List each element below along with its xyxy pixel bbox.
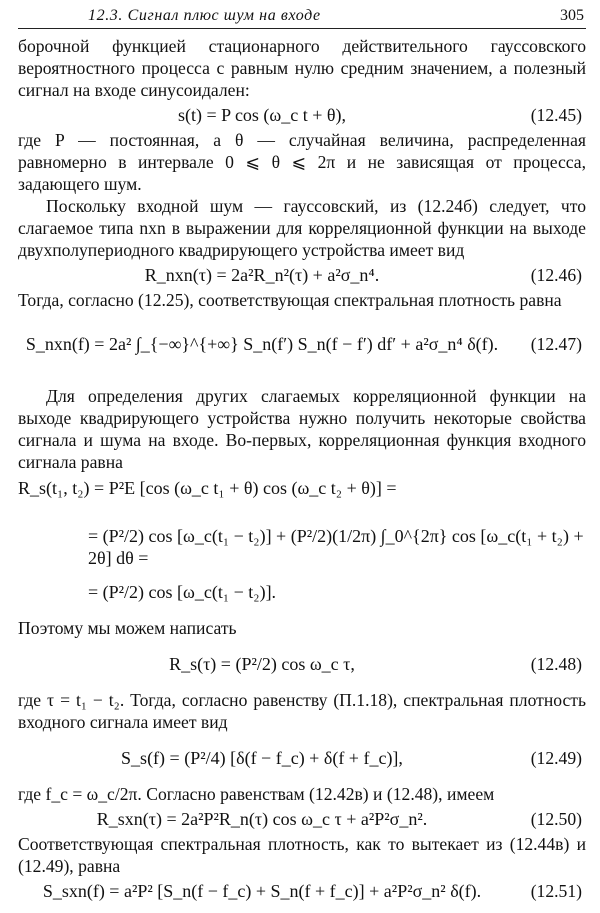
equation-line: = (P²/2) cos [ω_c(t₁ − t₂)] + (P²/2)(1/2π) ∫_0^{2π} cos [ω_c(t₁ + t₂) + 2θ] dθ = — [88, 526, 584, 568]
equation-12-47 — [18, 311, 586, 377]
paragraph-1: борочной функцией стационарного действительного гауссовского вероятностного процесса с равным нулю средним значением, а полезный сигнал на входе синусоидален: — [18, 36, 586, 100]
equation-line: R_s(t₁, t₂) = P²E [cos (ω_c t₁ + θ) cos (ω_c t₂ + θ)] = — [18, 478, 397, 498]
equation-body: S_sxn(f) = a²P² [S_n(f − f_c) + S_n(f + f_c)] + a²P²σ_n² δ(f). — [42, 881, 482, 901]
equation-number: (12.50) — [530, 809, 582, 829]
equation-body: R_sxn(τ) = 2a²P²R_n(τ) cos ω_c τ + a²P²σ_n². — [96, 809, 428, 829]
rs-equation-line-1 — [18, 473, 586, 503]
paragraph-5: Для определения других слагаемых корреляционной функции на выходе квадрирующего устройства нужно получить некоторые свойства сигнала и шума на входе. Во-первых, корреляционная функция входного сигнала равна — [18, 386, 586, 472]
paragraph-4: Тогда, согласно (12.25), соответствующая спектральная плотность равна — [18, 290, 562, 310]
equation-number: (12.51) — [530, 881, 582, 901]
equation-12-50 — [18, 805, 586, 833]
book-page — [18, 2, 586, 905]
paragraph-8: где f_c = ω_c/2π. Согласно равенствам (12.42в) и (12.48), имеем — [18, 784, 495, 804]
paragraph-6: Поэтому мы можем написать — [18, 618, 237, 638]
page-number: 305 — [560, 7, 584, 24]
equation-12-49 — [18, 733, 586, 783]
section-title: 12.3. Сигнал плюс шум на входе — [88, 7, 321, 24]
rs-equation-line-2 — [18, 503, 586, 569]
equation-number: (12.47) — [530, 334, 582, 354]
paragraph-9: Соответствующая спектральная плотность, как то вытекает из (12.44в) и (12.49), равна — [18, 834, 586, 876]
paragraph-7: где τ = t₁ − t₂. Тогда, согласно равенству (П.1.18), спектральная плотность входного сигнала имеет вид — [18, 690, 586, 732]
equation-body: R_s(τ) = (P²/2) cos ω_c τ, — [169, 654, 355, 674]
equation-12-46 — [18, 261, 586, 289]
equation-number: (12.46) — [530, 265, 582, 285]
equation-number: (12.49) — [530, 748, 582, 768]
paragraph-2: где P — постоянная, а θ — случайная величина, распределенная равномерно в интервале 0 ⩽ θ ⩽ 2π и не зависящая от процесса, задающего шум. — [18, 130, 586, 194]
equation-body: s(t) = P cos (ω_c t + θ), — [177, 105, 347, 125]
equation-number: (12.48) — [530, 654, 582, 674]
equation-12-48 — [18, 639, 586, 689]
equation-number: (12.45) — [530, 105, 582, 125]
running-header — [18, 2, 586, 29]
rs-equation-line-3 — [18, 569, 586, 617]
equation-12-45 — [18, 101, 586, 129]
equation-body: R_nxn(τ) = 2a²R_n²(τ) + a²σ_n⁴. — [144, 265, 380, 285]
equation-12-51 — [18, 877, 586, 905]
equation-body: S_s(f) = (P²/4) [δ(f − f_c) + δ(f + f_c)], — [121, 748, 403, 768]
equation-line: = (P²/2) cos [ω_c(t₁ − t₂)]. — [88, 582, 277, 602]
equation-body: S_nxn(f) = 2a² ∫_{−∞}^{+∞} S_n(f′) S_n(f − f′) df′ + a²σ_n⁴ δ(f). — [25, 334, 499, 354]
paragraph-3: Поскольку входной шум — гауссовский, из (12.24б) следует, что слагаемое типа nxn в выражении для корреляционной функции на выходе двухполупериодного квадрирующего устройства имеет вид — [18, 196, 586, 260]
